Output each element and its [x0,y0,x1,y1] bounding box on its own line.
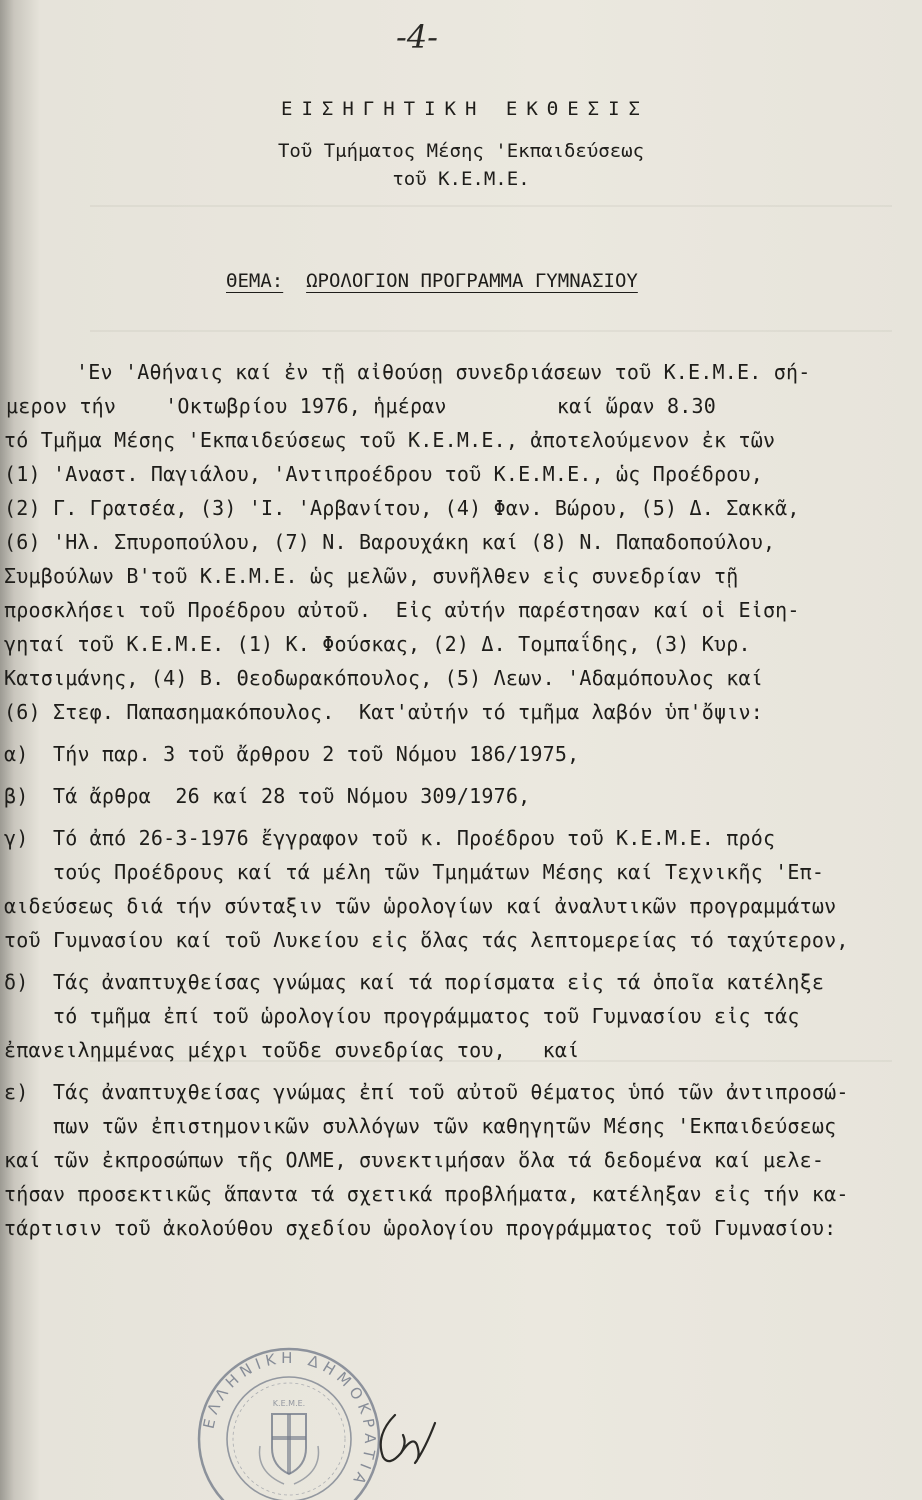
bleed-through-line [90,205,892,207]
body-line: τό Τμῆμα Μέσης 'Εκπαιδεύσεως τοῦ Κ.Ε.Μ.Ε., ἀποτελούμενον ἐκ τῶν [4,428,776,452]
body-line: Συμβούλων Β'τοῦ Κ.Ε.Μ.Ε. ὡς μελῶν, συνῆλθεν εἰς συνεδρίαν τῇ [4,564,739,588]
subject-line [226,270,638,292]
body-line: Κατσιμάνης, (4) Β. Θεοδωρακόπουλος, (5) Λεων. 'Αδαμόπουλος καί [4,666,763,690]
seal-inner-text: Κ.Ε.Μ.Ε. [272,1399,306,1408]
page-number: -4- [396,18,438,56]
body-line: τάρτισιν τοῦ ἀκολούθου σχεδίου ὡρολογίου προγράμματος τοῦ Γυμνασίου: [4,1216,837,1240]
body-line: τοῦ Γυμνασίου καί τοῦ Λυκείου εἰς ὅλας τάς λεπτομερείας τό ταχύτερον, [4,928,849,952]
body-line: αιδεύσεως διά τήν σύνταξιν τῶν ὡρολογίων καί ἀναλυτικῶν προγραμμάτων [4,894,837,918]
body-line: ἐπανειλημμένας μέχρι τοῦδε συνεδρίας του, καί [4,1038,580,1062]
list-item-c: γ) Τό ἀπό 26-3-1976 ἔγγραφον τοῦ κ. Προέδρου τοῦ Κ.Ε.Μ.Ε. πρός [4,826,776,850]
list-item-d: δ) Τάς ἀναπτυχθείσας γνώμας καί τά πορίσματα εἰς τά ὁποῖα κατέληξε [4,970,825,994]
body-line: τούς Προέδρους καί τά μέλη τῶν Τμημάτων Μέσης καί Τεχνικῆς 'Επ- [4,860,825,884]
body-line: καί τῶν ἐκπροσώπων τῆς ΟΛΜΕ, συνεκτιμήσαν ὅλα τά δεδομένα καί μελε- [4,1148,825,1172]
list-item-e: ε) Τάς ἀναπτυχθείσας γνώμας ἐπί τοῦ αὐτοῦ θέματος ὑπό τῶν ἀντιπροσώ- [4,1080,849,1104]
seal-outer-text: ΕΛΛΗΝΙΚΗ ΔΗΜΟΚΡΑΤΙΑ [199,1348,380,1492]
handwritten-signature [355,1405,445,1475]
document-subtitle-line-2: τοῦ Κ.Ε.Μ.Ε. [392,168,530,190]
document-title: ΕΙΣΗΓΗΤΙΚΗ ΕΚΘΕΣΙΣ [281,98,649,120]
body-line: πων τῶν ἐπιστημονικῶν συλλόγων τῶν καθηγητῶν Μέσης 'Εκπαιδεύσεως [4,1114,837,1138]
list-item-a: α) Τήν παρ. 3 τοῦ ἄρθρου 2 τοῦ Νόμου 186/1975, [4,742,580,766]
subject-label: ΘΕΜΑ: [226,270,284,292]
body-line: γηταί τοῦ Κ.Ε.Μ.Ε. (1) Κ. Φούσκας, (2) Δ. Τομπαΐδης, (3) Κυρ. [4,632,751,656]
body-line: 'Εν 'Αθήναις καί ἐν τῇ αἰθούσῃ συνεδριάσεων τοῦ Κ.Ε.Μ.Ε. σή- [76,360,811,384]
bleed-through-line [90,330,892,332]
body-line: προσκλήσει τοῦ Προέδρου αὐτοῦ. Εἰς αὐτήν παρέστησαν καί οἱ Εἰση- [4,598,800,622]
body-line: (1) 'Αναστ. Παγιάλου, 'Αντιπροέδρου τοῦ Κ.Ε.Μ.Ε., ὡς Προέδρου, [4,462,763,486]
body-line: (6) Στεφ. Παπασημακόπουλος. Κατ'αὐτήν τό τμῆμα λαβόν ὑπ'ὄψιν: [4,700,763,724]
body-line: τό τμῆμα ἐπί τοῦ ὡρολογίου προγράμματος τοῦ Γυμνασίου εἰς τάς [4,1004,800,1028]
list-item-b: β) Τά ἄρθρα 26 καί 28 τοῦ Νόμου 309/1976, [4,784,531,808]
body-line: (2) Γ. Γρατσέα, (3) 'Ι. 'Αρβανίτου, (4) Φαν. Βώρου, (5) Δ. Σακκᾶ, [4,496,800,520]
body-line: τήσαν προσεκτικῶς ἅπαντα τά σχετικά προβλήματα, κατέληξαν εἰς τήν κα- [4,1182,849,1206]
body-line: μερον τήν 'Οκτωβρίου 1976, ἡμέραν καί ὥραν 8.30 [6,394,716,418]
body-line: (6) 'Ηλ. Σπυροπούλου, (7) Ν. Βαρουχάκη καί (8) Ν. Παπαδοπούλου, [4,530,776,554]
subject-text: ΩΡΟΛΟΓΙΟΝ ΠΡΟΓΡΑΜΜΑ ΓΥΜΝΑΣΙΟΥ [306,270,638,292]
document-subtitle-line-1: Τοῦ Τμήματος Μέσης 'Εκπαιδεύσεως [277,140,645,162]
